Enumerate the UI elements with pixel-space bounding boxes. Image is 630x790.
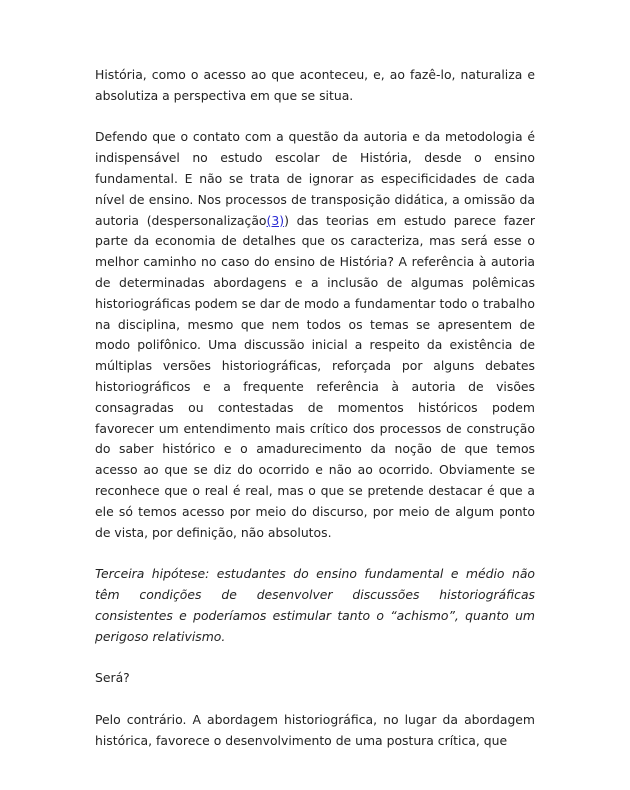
- document-body: [95, 65, 535, 772]
- paragraph-1: História, como o acesso ao que aconteceu, e, ao fazê-lo, naturaliza e absolutiza a perspectiva em que se situa.: [95, 67, 535, 103]
- paragraph-4: Será?: [95, 670, 130, 686]
- paragraph-3-hypothesis: Terceira hipótese: estudantes do ensino fundamental e médio não têm condições de desenvolver discussões historiográficas consistentes e poderíamos estimular tanto o “achismo”, quanto um perigoso relativismo.: [95, 566, 535, 644]
- paragraph-2-text-start: Defendo que o contato com a questão da autoria e da metodologia é indispensável no estudo escolar de História, desde o ensino fundamental. E não se trata de ignorar as especificidades de cada nível de ensino. Nos processos de transposição didática, a omissão da autoria (despersonalização: [95, 129, 535, 228]
- footnote-link-3[interactable]: (3): [266, 212, 285, 228]
- paragraph-5: Pelo contrário. A abordagem historiográfica, no lugar da abordagem histórica, favorece o desenvolvimento de uma postura crítica, que: [95, 711, 535, 748]
- paragraph-2-text-end: ) das teorias em estudo parece fazer parte da economia de detalhes que os caracteriza, mas será esse o melhor caminho no caso do ensino de História? A referência à autoria de determinadas abordagens e a inclusão de algumas polêmicas historiográficas podem se dar de modo a fundamentar todo o trabalho na disciplina, mesmo que nem todos os temas se apresentem de modo polifônico. Uma discussão inicial a respeito da existência de múltiplas versões historiográficas, reforçada por alguns debates historiográficos e a frequente referência à autoria de visões consagradas ou contestadas de momentos históricos podem favorecer um entendimento mais crítico dos processos de construção do saber histórico e o amadurecimento da noção de que temos acesso ao que se diz do ocorrido e não ao ocorrido. Obviamente se reconhece que o real é real, mas o que se pretende destacar é que a ele só temos acesso por meio do discurso, por meio de algum ponto de vista, por definição, não absolutos.: [95, 212, 535, 540]
- paragraph-2: [95, 127, 535, 543]
